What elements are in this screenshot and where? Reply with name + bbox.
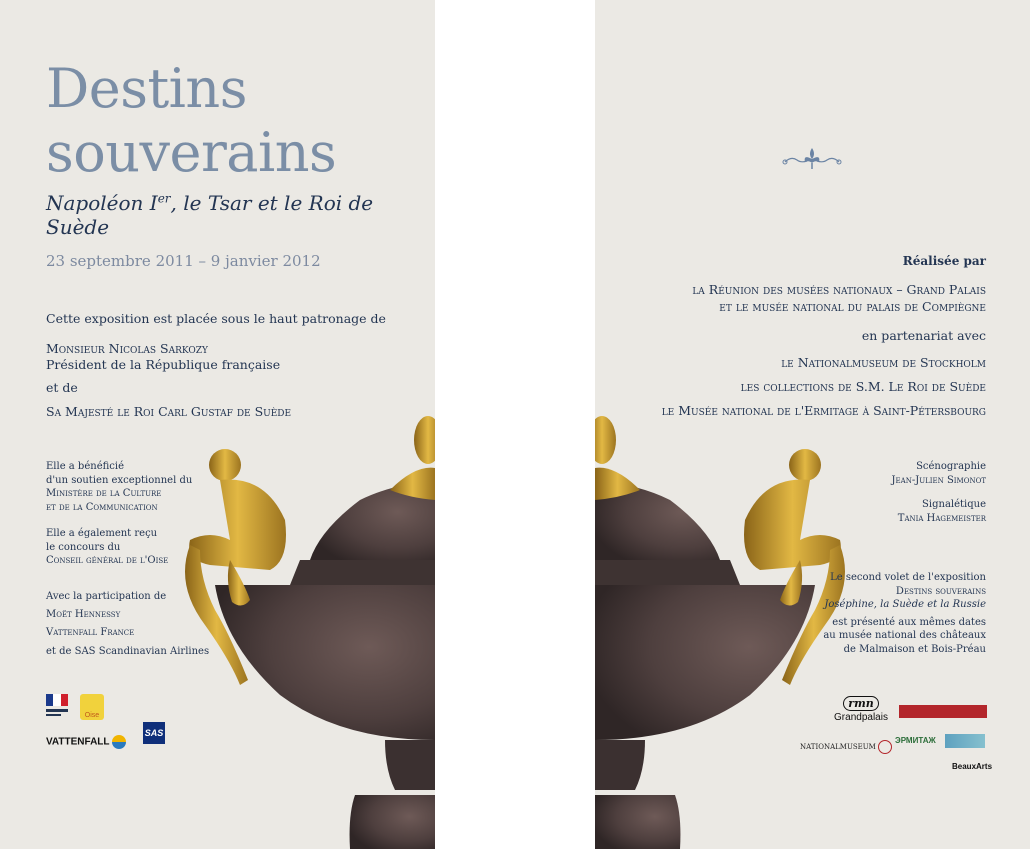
- support2-line: le concours du: [46, 541, 121, 553]
- support-block: [46, 460, 192, 514]
- compiegne-logo: [899, 705, 987, 718]
- org-1: la Réunion des musées nationaux – Grand Palais: [692, 282, 986, 297]
- left-page: [0, 0, 435, 849]
- vattenfall-text: VATTENFALL: [46, 736, 110, 748]
- partner-1: le Nationalmuseum de Stockholm: [781, 355, 986, 370]
- title-line-2: souverains: [46, 121, 337, 184]
- support2-line: Elle a également reçu: [46, 528, 158, 539]
- rmn-mark: rmn: [843, 696, 878, 711]
- subtitle-rest: , le Tsar et le Roi de Suède: [46, 191, 374, 239]
- sponsor-2: Vattenfall France: [46, 627, 135, 638]
- support-line: Ministère de la Culture: [46, 488, 162, 499]
- vattenfall-logo: [46, 735, 126, 749]
- second-part-line: Joséphine, la Suède et la Russie: [824, 599, 986, 610]
- vase-image-left: [170, 410, 435, 849]
- partnership-label: en partenariat avec: [861, 328, 986, 343]
- page-gap: [435, 0, 595, 849]
- king-name: Sa Majesté le Roi Carl Gustaf de Suède: [46, 404, 292, 419]
- scenography-block: [892, 460, 986, 487]
- sponsor-1: Moët Hennessy: [46, 609, 121, 620]
- subtitle-sup: er: [157, 191, 171, 206]
- ermitage-logo: ЭРМИТАЖ: [895, 736, 936, 745]
- support-line: d'un soutien exceptionnel du: [46, 474, 193, 486]
- patron-name: Monsieur Nicolas Sarkozy: [46, 341, 208, 356]
- second-part-line: est présenté aux mêmes dates: [832, 616, 986, 628]
- subtitle-main: Napoléon I: [46, 191, 158, 215]
- patronage-intro: Cette exposition est placée sous le haut patronage de: [46, 311, 386, 326]
- beauxarts-logo: BeauxArts: [952, 762, 993, 771]
- signage-block: [898, 498, 986, 525]
- right-page: [595, 0, 1030, 849]
- participation-intro: Avec la participation de: [46, 591, 167, 602]
- subtitle: [46, 191, 435, 239]
- exhibition-dates: 23 septembre 2011 – 9 janvier 2012: [46, 252, 321, 270]
- org-2: et le musée national du palais de Compiègne: [719, 299, 986, 314]
- signage-name: Tania Hagemeister: [897, 512, 986, 524]
- nationalmuseum-logo: [800, 740, 892, 754]
- museum-partner-logo: [945, 734, 985, 748]
- vattenfall-icon: [112, 735, 126, 749]
- vase-image-right: [595, 410, 860, 849]
- grandpalais-logo: [831, 694, 891, 723]
- grandpalais-text: Grandpalais: [834, 712, 888, 723]
- republique-francaise-logo: [46, 694, 68, 718]
- second-part-block: [823, 571, 986, 656]
- nationalmuseum-text: NATIONALMUSEUM: [800, 743, 876, 751]
- oise-logo: Oise: [80, 694, 104, 720]
- title-line-1: Destins: [46, 57, 247, 120]
- second-part-line: au musée national des châteaux: [823, 630, 986, 641]
- scenography-name: Jean-Julien Simonot: [891, 474, 986, 486]
- sponsor-3: et de SAS Scandinavian Airlines: [46, 646, 210, 657]
- partner-2: les collections de S.M. Le Roi de Suède: [740, 379, 986, 394]
- partner-3: le Musée national de l'Ermitage à Saint-Pétersbourg: [661, 403, 986, 418]
- support-line: Elle a bénéficié: [46, 461, 124, 472]
- support-line: et de la Communication: [46, 501, 158, 513]
- sas-logo: SAS: [143, 722, 165, 744]
- patron-role: Président de la République française: [46, 357, 281, 372]
- second-part-line: Destins souverains: [895, 585, 986, 597]
- second-part-line: Le second volet de l'exposition: [830, 572, 986, 583]
- second-part-line: de Malmaison et Bois-Préau: [843, 643, 986, 655]
- signage-label: Signalétique: [922, 499, 986, 510]
- fleur-de-lis-ornament-icon: [781, 146, 843, 172]
- crown-icon: [878, 740, 892, 754]
- support2-line: Conseil général de l'Oise: [46, 555, 169, 566]
- support2-block: [46, 527, 168, 568]
- scenography-label: Scénographie: [916, 461, 986, 472]
- and-text: et de: [46, 380, 78, 395]
- realisee-par: Réalisée par: [902, 254, 986, 268]
